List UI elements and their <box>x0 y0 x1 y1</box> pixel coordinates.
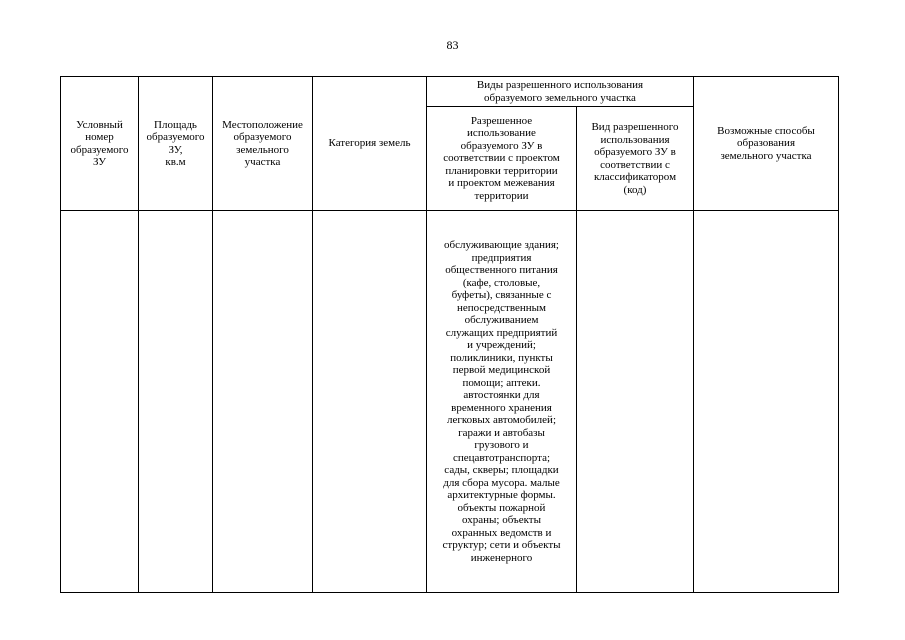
permitted-use-line: буфеты), связанные с <box>451 289 552 301</box>
header-formation-methods: Возможные способы образования земельного участка <box>694 77 839 211</box>
permitted-use-line: обслуживанием <box>464 314 539 326</box>
permitted-use-line: охраны; объекты <box>462 514 541 526</box>
cell-area <box>139 211 213 593</box>
cell-land-category <box>313 211 427 593</box>
permitted-use-line: поликлиники, пункты <box>450 351 553 364</box>
cell-location <box>213 211 313 593</box>
permitted-use-line: гаражи и автобазы <box>458 426 545 439</box>
header-land-category: Категория земель <box>313 77 427 211</box>
permitted-use-line: легковых автомобилей; <box>446 414 557 426</box>
permitted-use-line: непосредственным <box>457 301 546 314</box>
permitted-use-line: спецавтотранспорта; <box>452 451 551 464</box>
cell-plot-number <box>61 211 139 593</box>
header-permitted-use-project: Разрешенное использование образуемого ЗУ в соответствии с проектом планировки территории и проектом межевания территории <box>427 107 577 211</box>
permitted-use-line: помощи; аптеки. <box>462 376 541 389</box>
permitted-use-line: общественного питания <box>445 264 558 276</box>
permitted-use-line: предприятия <box>471 251 532 264</box>
permitted-use-line: охранных ведомств и <box>451 526 552 539</box>
permitted-use-line: автостоянки для <box>463 389 540 401</box>
permitted-use-line: инженерного <box>470 551 533 564</box>
permitted-use-line: временного хранения <box>451 401 552 414</box>
cell-formation-methods <box>694 211 839 593</box>
header-permitted-use-classifier: Вид разрешенного использования образуемого ЗУ в соответствии с классификатором (код) <box>577 107 694 211</box>
permitted-use-line: служащих предприятий <box>445 326 558 339</box>
page-number: 83 <box>446 38 459 52</box>
header-plot-number: Условный номер образуемого ЗУ <box>61 77 139 211</box>
permitted-use-line: сады, скверы; площадки <box>444 464 559 476</box>
header-location: Местоположение образуемого земельного участка <box>213 77 313 211</box>
permitted-use-line: первой медицинской <box>452 364 551 376</box>
cell-classifier-code <box>577 211 694 593</box>
cell-permitted-use <box>427 211 577 593</box>
permitted-use-line: и учреждений; <box>467 339 536 351</box>
permitted-use-line: обслуживающие здания; <box>444 239 559 251</box>
permitted-use-line: для сбора мусора. малые <box>443 476 560 489</box>
header-area: Площадь образуемого ЗУ, кв.м <box>139 77 213 211</box>
land-plots-table <box>60 76 839 593</box>
permitted-use-line: структур; сети и объекты <box>442 539 561 551</box>
permitted-use-line: объекты пожарной <box>457 501 546 514</box>
permitted-use-line: грузового и <box>474 439 529 451</box>
header-permitted-use-group: Виды разрешенного использования образуемого земельного участка <box>427 77 694 107</box>
permitted-use-line: (кафе, столовые, <box>462 276 541 289</box>
permitted-use-line: архитектурные формы. <box>447 489 556 501</box>
